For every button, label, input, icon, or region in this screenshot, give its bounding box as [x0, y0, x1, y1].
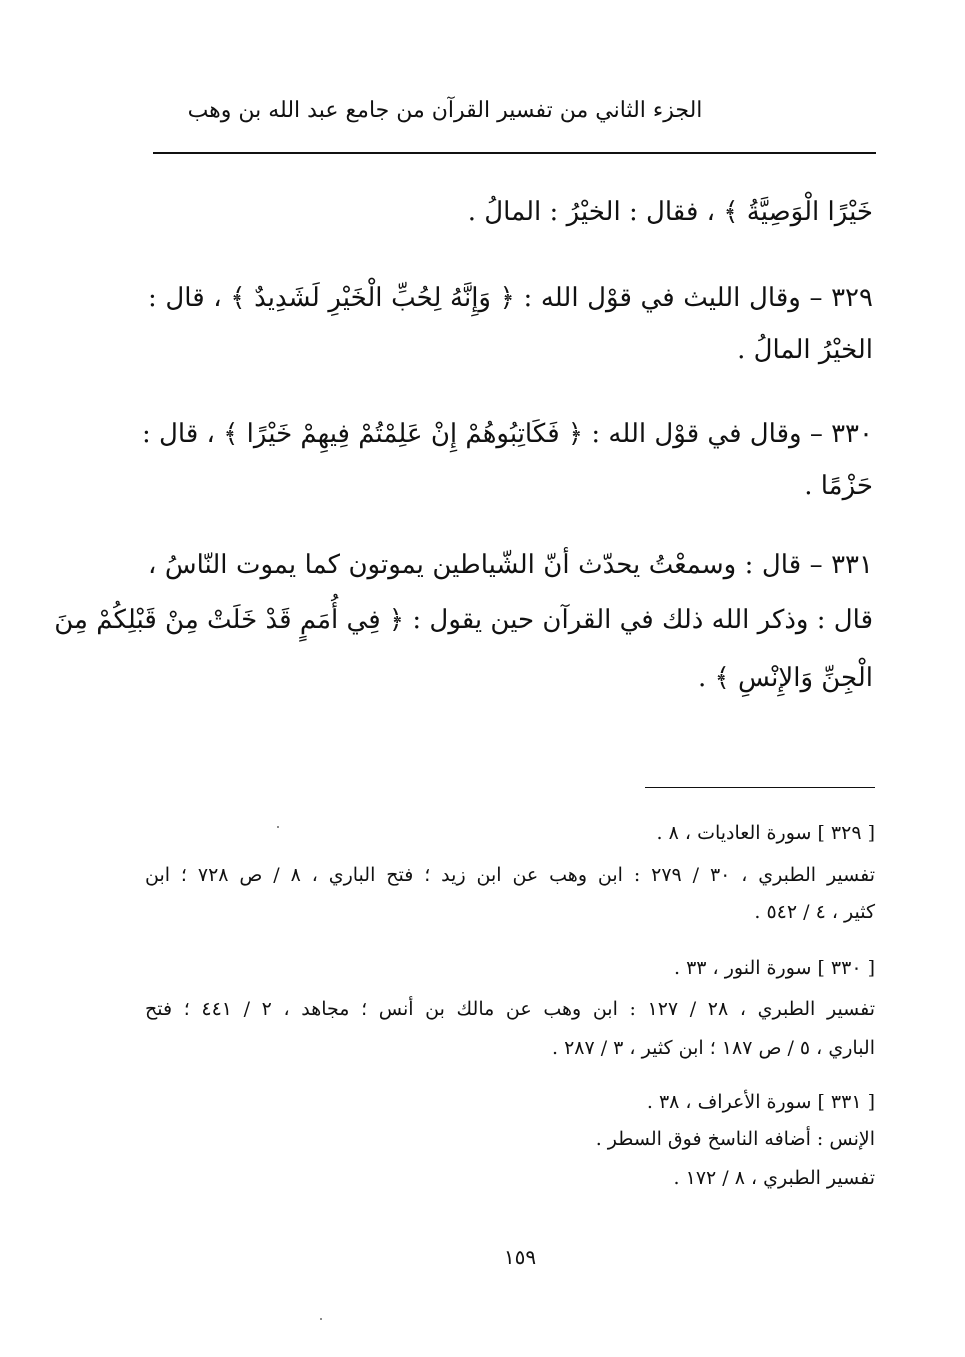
footnote-line: [ ٣٣٠ ] سورة النور ، ٣٣ .	[674, 957, 875, 979]
footnote-line: تفسير الطبري ، ٣٠ / ٢٧٩ : ابن وهب عن ابن زيد ؛ فتح الباري ، ٨ / ص ٧٢٨ ؛ ابن	[145, 864, 876, 886]
footnote-line: تفسير الطبري ، ٢٨ / ١٢٧ : ابن وهب عن مالك بن أنس ؛ مجاهد ، ٢ / ٤٤١ ؛ فتح	[145, 998, 876, 1020]
footnote-line: [ ٣٢٩ ] سورة العاديات ، ٨ .	[656, 822, 875, 844]
body-line: ٣٣٠ – وقال في قوْل الله : ﴿ فَكَاتِبُوهُمْ إِنْ عَلِمْتُمْ فِيهِمْ خَيْرًا ﴾ ، قال :	[141, 419, 873, 449]
body-line: الْجِنِّ وَالإِنْسِ ﴾ .	[697, 663, 873, 693]
body-line: الخيْرُ المالُ .	[737, 335, 873, 365]
footnote-line: كثير ، ٤ / ٥٤٢ .	[754, 901, 875, 923]
footnote-line: الباري ، ٥ / ص ١٨٧ ؛ ابن كثير ، ٣ / ٢٨٧ .	[551, 1037, 875, 1059]
body-line: حَزْمًا .	[804, 471, 873, 501]
header-rule	[153, 152, 876, 154]
running-header: الجزء الثاني من تفسير القرآن من جامع عبد الله بن وهب	[187, 98, 703, 123]
body-line: ٣٣١ – قال : وسمعْتُ يحدّث أنّ الشّياطين يموتون كما يموت النّاسُ ،	[148, 550, 873, 580]
body-line: خَيْرًا الْوَصِيَّةُ ﴾ ، فقال : الخيْرُ : المالُ .	[467, 197, 873, 227]
scan-speck	[277, 826, 279, 828]
page-number: ١٥٩	[503, 1245, 537, 1269]
footnote-rule	[645, 787, 875, 788]
body-line: ٣٢٩ – وقال الليث في قوْل الله : ﴿ وَإِنَّهُ لِحُبِّ الْخَيْرِ لَشَدِيدٌ ﴾ ، قال :	[148, 283, 873, 313]
footnote-line: [ ٣٣١ ] سورة الأعراف ، ٣٨ .	[646, 1091, 875, 1113]
scan-speck	[320, 1318, 322, 1320]
footnote-line: تفسير الطبري ، ٨ / ١٧٢ .	[673, 1167, 875, 1189]
body-line: قال : وذكر الله ذلك في القرآن حين يقول : ﴿ فِي أُمَمٍ قَدْ خَلَتْ مِنْ قَبْلِكُمْ مِنَ	[54, 605, 873, 635]
footnote-line: الإنس : أضافه الناسخ فوق السطر .	[595, 1128, 875, 1150]
